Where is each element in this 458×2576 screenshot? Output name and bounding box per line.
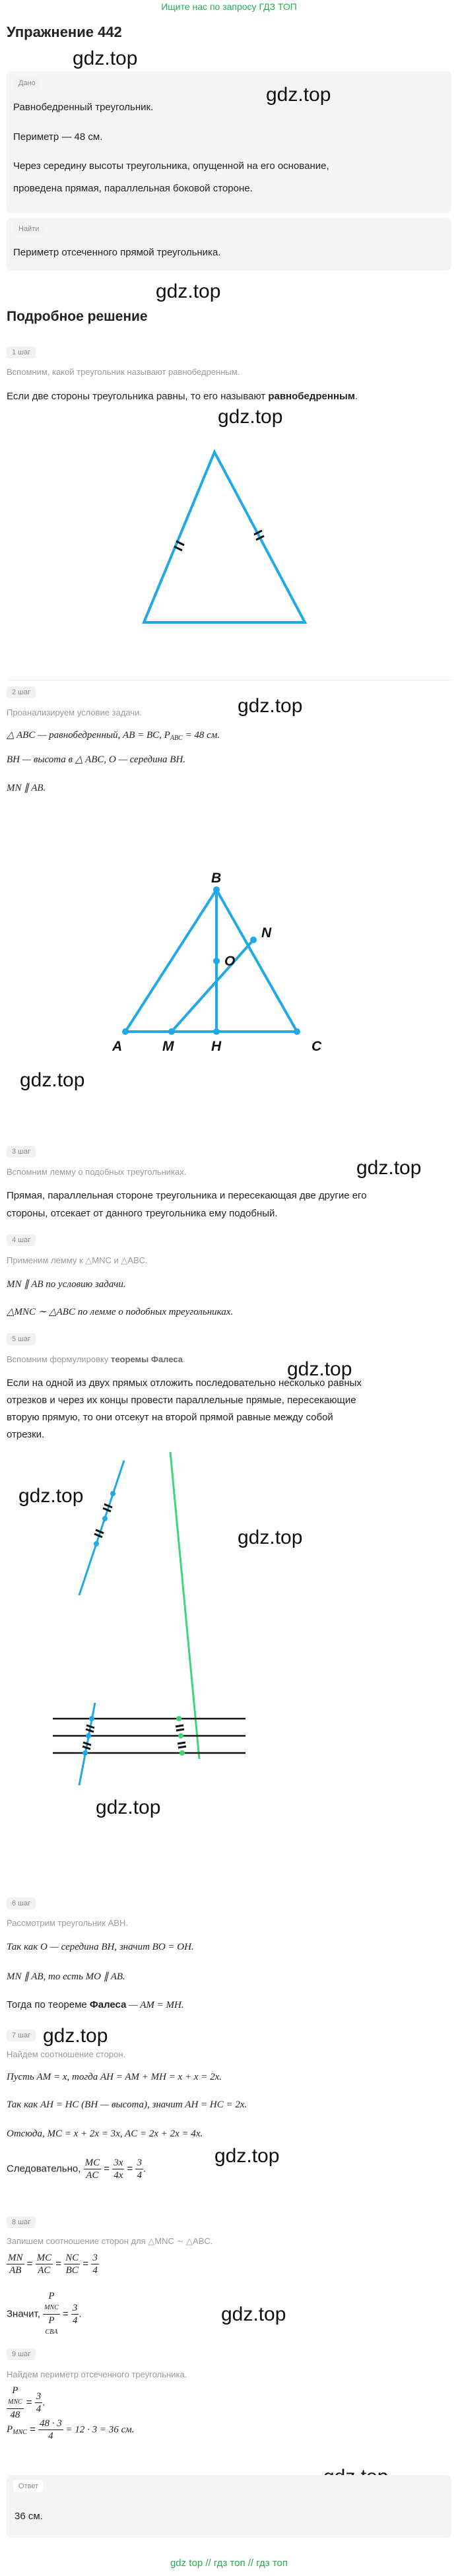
step-6-tag: 6 шаг [7, 1898, 36, 1909]
step-3-tag: 3 шаг [7, 1146, 36, 1158]
step-8-line-2: Значит, P MNC P CBA = $\frac{3}{4}$ . [7, 2291, 82, 2336]
given-tag: Дано [13, 77, 41, 89]
step-4-line-1: MN ∥ AB по условию задачи. [7, 1279, 126, 1290]
step-4-line-2: △MNC ∼ △ABC по лемме о подобных треугольниках. [7, 1307, 234, 1317]
step-6-line-3: Тогда по теореме Фалеса — AM = MH. [7, 1999, 184, 2010]
step-2-tag: 2 шаг [7, 686, 36, 698]
step-5-hint: Вспомним формулировку теоремы Фалеса. [7, 1354, 185, 1364]
watermark: gdz.top [218, 406, 283, 428]
equal-side-marks [174, 531, 264, 550]
vertex-points [122, 886, 300, 1035]
step-9-line-1: P MNC 48 = $\frac{3}{4}$ . [8, 2385, 46, 2420]
watermark: gdz.top [287, 1358, 352, 1380]
step-5-line-2: отрезков и через их концы провести параллельные прямые, пересекающие [7, 1395, 356, 1406]
given-line-3: Через середину высоты треугольника, опущенной на его основание, [13, 160, 329, 172]
step-7-tag: 7 шаг [7, 2030, 36, 2041]
solution-title: Подробное решение [7, 309, 148, 324]
step-7-hint: Найдем соотношение сторон. [7, 2049, 126, 2059]
step-2-line-2: BH — высота в △ ABC, O — середина BH. [7, 754, 186, 765]
step-7-line-4: Следовательно, $\frac{MC}{AC}$ = $\frac{3x}{4x}$ = $\frac{3}{4}$ . [7, 2158, 147, 2181]
step-7-line-1: Пусть AM = x, тогда AH = AM + MH = x + x = 2x. [7, 2072, 222, 2082]
find-line-1: Периметр отсеченного прямой треугольника. [13, 247, 221, 258]
step-2-line-1: △ ABC — равнобедренный, AB = BC, $P_{ABC} = 48$ см. [7, 730, 220, 742]
footer-links[interactable]: gdz top // гдз топ // гдз топ [170, 2558, 288, 2569]
answer-text: 36 см. [15, 2511, 43, 2522]
step-7-line-3: Отсюда, MC = x + 2x = 3x, AC = 2x + 2x = 4x. [7, 2129, 203, 2139]
watermark: gdz.top [18, 1485, 84, 1507]
step-4-hint: Применим лемму к △MNC и △ABC. [7, 1255, 148, 1265]
watermark: gdz.top [20, 1069, 85, 1091]
watermark: gdz.top [43, 2025, 108, 2047]
step-9-tag: 9 шаг [7, 2348, 36, 2360]
watermark: gdz.top [214, 2145, 280, 2167]
label-o: O [224, 954, 236, 969]
label-n: N [261, 925, 272, 941]
step-3-line-2: стороны, отсекает от данного треугольника ему подобный. [7, 1208, 278, 1219]
isosceles-triangle-figure [132, 439, 323, 630]
watermark: gdz.top [238, 695, 303, 717]
find-card [7, 218, 451, 271]
step-2-hint: Проанализируем условие задачи. [7, 708, 142, 717]
step-3-line-1: Прямая, параллельная стороне треугольника и пересекающая две другие его [7, 1190, 367, 1201]
triangle-outline [144, 452, 305, 622]
step-7-line-2: Так как AH = HC (BH — высота), значит AH = HC = 2x. [7, 2099, 247, 2110]
given-line-2: Периметр — 48 см. [13, 131, 103, 143]
triangle-abc-figure [112, 865, 356, 1056]
answer-card [7, 2475, 451, 2538]
step-1-hint: Вспомним, какой треугольник называют равнобедренным. [7, 367, 240, 377]
thales-parallels-figure [53, 1703, 264, 1795]
step-4-tag: 4 шаг [7, 1234, 36, 1246]
label-h: H [211, 1039, 222, 1054]
watermark: gdz.top [238, 1527, 303, 1548]
step-9-line-2: $P_{MNC}$ = $\frac{48 \cdot 3}{4}$ = 12 · 3 = 36 см. [7, 2418, 135, 2441]
step-3-hint: Вспомним лемму о подобных треугольниках. [7, 1167, 187, 1177]
exercise-title: Упражнение 442 [7, 24, 122, 40]
step-6-line-2: MN ∥ AB, то есть MO ∥ AB. [7, 1971, 125, 1982]
given-line-4: проведена прямая, параллельная боковой стороне. [13, 183, 253, 194]
step-1-tag: 1 шаг [7, 347, 36, 358]
watermark: gdz.top [73, 48, 138, 69]
answer-tag: Ответ [13, 2480, 44, 2492]
step-5-line-4: отрезки. [7, 1429, 45, 1440]
label-c: C [311, 1039, 322, 1054]
side-ab [125, 890, 216, 1032]
watermark: gdz.top [96, 1797, 161, 1818]
step-6-line-1: Так как O — середина BH, значит BO = OH. [7, 1942, 194, 1952]
watermark: gdz.top [221, 2303, 286, 2325]
step-2-line-3: MN ∥ AB. [7, 783, 46, 793]
watermark: gdz.top [266, 84, 331, 106]
step-8-tag: 8 шаг [7, 2216, 36, 2228]
step-8-ratios: $\frac{MN}{AB}$ = $\frac{MC}{AC}$ = $\frac{NC}{BC}$ = $\frac{3}{4}$ [8, 2253, 98, 2276]
search-hint-link[interactable]: Ищите нас по запросу ГДЗ ТОП [161, 1, 297, 12]
label-b: B [211, 871, 222, 886]
watermark: gdz.top [156, 281, 221, 302]
step-1-text: Если две стороны треугольника равны, то его называют равнобедренным. [7, 391, 358, 402]
line-mn [172, 940, 253, 1032]
step-8-hint: Запишем соотношение сторон для △MNC ∼ △ABC. [7, 2236, 213, 2246]
line-1 [79, 1461, 124, 1595]
label-m: M [162, 1039, 174, 1054]
watermark: gdz.top [356, 1157, 422, 1179]
label-a: A [112, 1039, 123, 1054]
step-5-line-1: Если на одной из двух прямых отложить последовательно несколько равных [7, 1377, 362, 1389]
step-6-hint: Рассмотрим треугольник ABH. [7, 1918, 128, 1928]
step-5-tag: 5 шаг [7, 1333, 36, 1345]
given-line-1: Равнобедренный треугольник. [13, 102, 154, 113]
find-tag: Найти [13, 223, 44, 235]
step-5-line-3: вторую прямую, то они отсекут на второй прямой равные между собой [7, 1412, 333, 1423]
step-9-hint: Найдем периметр отсеченного треугольника. [7, 2369, 187, 2379]
